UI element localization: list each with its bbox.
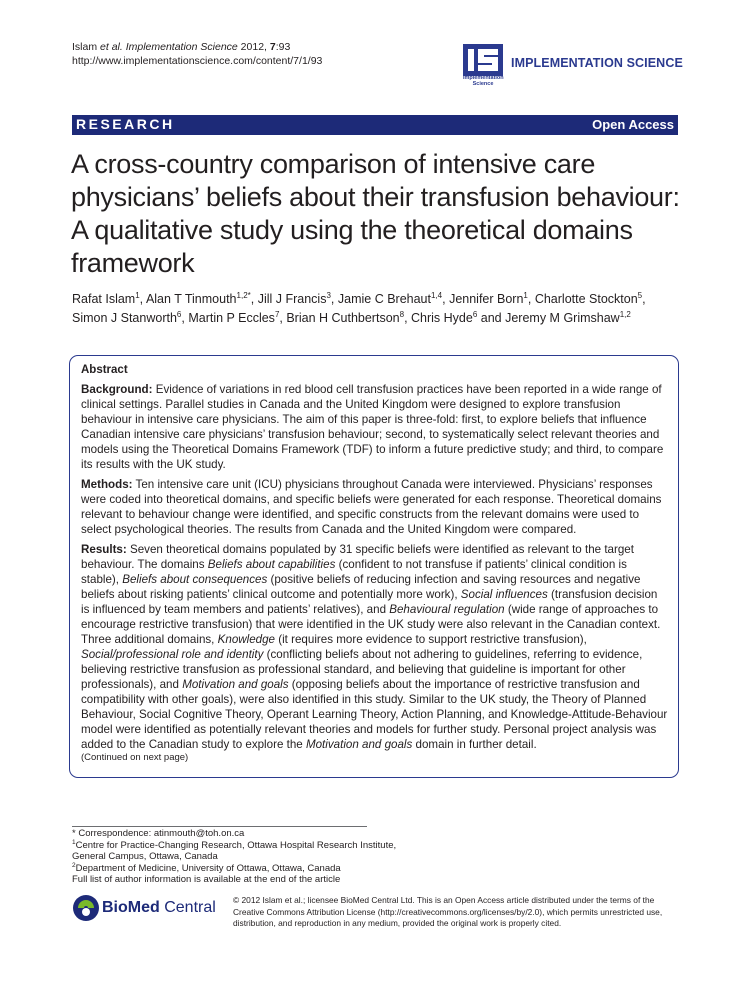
abstract-results	[81, 542, 668, 752]
author-separator: ,	[527, 292, 535, 306]
correspondence-email[interactable]: atinmouth@toh.on.ca	[153, 828, 245, 839]
journal-logo-small-1: Implementation	[463, 75, 504, 81]
section-banner	[72, 115, 678, 135]
author-name: Jennifer Born	[449, 292, 524, 306]
methods-label: Methods:	[81, 478, 133, 491]
biomed-central-logo	[72, 893, 216, 923]
journal-logo-name: IMPLEMENTATION SCIENCE	[511, 56, 683, 70]
abstract-methods	[81, 477, 668, 537]
affiliation-2	[72, 863, 396, 875]
author	[535, 292, 642, 306]
citation-year: 2012,	[237, 41, 270, 53]
author-separator: ,	[404, 311, 412, 325]
author-name: Jill J Francis	[257, 292, 327, 306]
results-text: (transfusion decision is influenced by team members and patients’ relatives), and	[81, 588, 658, 616]
domain-term: Motivation and goals	[305, 738, 413, 751]
author	[505, 311, 631, 325]
author	[449, 292, 528, 306]
citation-journal: Implementation Science	[125, 41, 238, 53]
journal-logo-small-2: Science	[472, 81, 494, 87]
bmc-bio: BioMed	[102, 899, 160, 916]
bmc-central: Central	[159, 899, 216, 916]
author	[258, 292, 331, 306]
affiliation-1	[72, 840, 396, 852]
author-separator: ,	[139, 292, 146, 306]
article-title: A cross-country comparison of intensive care physicians’ beliefs about their transfusion behaviour: A qualitative study using the theoretical domains framework	[71, 149, 680, 278]
biomed-central-wordmark	[102, 899, 216, 917]
author-affiliation: 3	[326, 290, 331, 300]
journal-logo-icon	[463, 44, 503, 76]
author-separator: ,	[279, 311, 287, 325]
copyright-notice: © 2012 Islam et al.; licensee BioMed Central Ltd. This is an Open Access article distributed under the terms of the Creative Commons Attribution License (http://creativecommons.org/licenses/by/2.0), which permits unrestricted use, distribution, and reproduction in any medium, provided the original work is properly cited.	[233, 895, 663, 928]
author-affiliation: 1,2	[619, 309, 631, 319]
footnote-divider	[72, 826, 367, 827]
abstract-background	[81, 382, 668, 472]
citation-volume: 7	[269, 41, 276, 53]
author-name: Chris Hyde	[411, 311, 473, 325]
affiliation-text: Centre for Practice-Changing Research, Ottawa Hospital Research Institute,	[75, 839, 397, 851]
domain-term: Knowledge	[217, 633, 276, 646]
results-text: Seven theoretical domains populated by 31 specific beliefs were identified as relevant to the target behaviour. The domains	[81, 543, 634, 571]
citation-etal: et al.	[100, 41, 123, 53]
domain-term: Beliefs about consequences	[122, 573, 268, 586]
journal-logo-small-text	[463, 75, 503, 87]
author-list	[72, 290, 682, 328]
author-affiliation: 8	[399, 309, 405, 319]
biomed-central-icon	[72, 894, 100, 922]
correspondence-label: * Correspondence:	[72, 828, 154, 839]
background-text: Evidence of variations in red blood cell transfusion practices have been reported in a wide range of clinical settings. Parallel studies in Canada and the United Kingdom were designed to explore transfusion behaviour in intensive care physicians. The aim of this paper is three-fold: first, to explore beliefs that influence Canadian intensive care physicians’ transfusion behaviour; second, to systematically select relevant theories and models using the Theoretical Domains Framework (TDF) to inform a future predictive study; and third, to compare its results with the UK study.	[81, 383, 664, 471]
author-separator: ,	[442, 292, 450, 306]
abstract-heading: Abstract	[81, 364, 128, 376]
affiliation-1-cont: General Campus, Ottawa, Canada	[72, 851, 218, 862]
results-text: (wide range of approaches to encourage restrictive transfusion) that were identified in the UK study were also relevant in the Canadian context. Three additional domains,	[81, 603, 661, 646]
author-affiliation: 6	[472, 309, 478, 319]
full-list-note: Full list of author information is available at the end of the article	[72, 874, 341, 885]
abstract-box	[69, 355, 679, 778]
results-text: (conflicting beliefs about not adhering to guidelines, referring to evidence, believing restrictive transfusion as professional standard, and believing that guideline is important for other professionals), and	[81, 648, 643, 691]
results-label: Results:	[81, 543, 127, 556]
author-name: Simon J Stanworth	[72, 311, 177, 325]
domain-term: Motivation and goals	[182, 678, 289, 691]
results-text: domain in further detail.	[412, 738, 537, 751]
results-text: (it requires more evidence to support restrictive transfusion),	[275, 633, 587, 646]
author-name: Jeremy M Grimshaw	[505, 311, 620, 325]
author-affiliation: 1	[523, 290, 528, 300]
domain-term: Social influences	[460, 588, 548, 601]
citation-block	[72, 40, 322, 68]
correspondence	[72, 828, 396, 840]
open-access-label: Open Access	[592, 117, 674, 132]
affiliation-number: 2	[72, 861, 76, 869]
citation-line	[72, 40, 322, 54]
domain-term: Behavioural regulation	[389, 603, 505, 616]
affiliation-number: 1	[72, 838, 76, 846]
methods-text: Ten intensive care unit (ICU) physicians throughout Canada were interviewed. Physicians’ responses were coded into theoretical domains, and specific beliefs were generated for each response. Theoretical domains relevant to behaviour change were identified, and specific constructs from the relevant domains were used to select psychological theories. The results from Canada and the United Kingdom were compared.	[81, 478, 662, 536]
author-affiliation: 5	[637, 290, 643, 300]
author-separator: ,	[181, 311, 189, 325]
author-name: Rafat Islam	[72, 292, 136, 306]
section-label: RESEARCH	[76, 116, 175, 132]
citation-article: :93	[275, 41, 291, 53]
article-url[interactable]: http://www.implementationscience.com/content/7/1/93	[72, 55, 323, 67]
author	[411, 311, 477, 325]
author-separator: ,	[250, 292, 258, 306]
author	[72, 311, 181, 325]
domain-term: Social/professional role and identity	[81, 648, 264, 661]
continued-note: (Continued on next page)	[81, 752, 189, 763]
background-label: Background:	[81, 383, 153, 396]
affiliation-text: Department of Medicine, University of Ottawa, Ottawa, Canada	[75, 862, 341, 874]
author-affiliation: 1,4	[430, 290, 443, 300]
author-name: Alan T Tinmouth	[145, 292, 237, 306]
author-separator: ,	[642, 292, 646, 306]
author	[188, 311, 279, 325]
results-text: (opposing beliefs about the importance of restrictive transfusion and compatibility with other goals), were also identified in this study. Similar to the UK study, the Theory of Planned Behaviour, Social Cognitive Theory, Operant Learning Theory, Action Planning, and Knowledge-Attitude-Behaviour model were identified as potentially relevant theories and models for further study. Personal project analysis was added to the Canadian study to explore the	[81, 678, 668, 751]
results-text: (confident to not transfuse if patients’ clinical condition is stable),	[81, 558, 627, 586]
author	[146, 292, 251, 306]
author-name: Jamie C Brehaut	[337, 292, 431, 306]
author	[286, 311, 404, 325]
results-text: (positive beliefs of reducing infection and saving resources and negative beliefs about risking patients’ clinical outcome and potentially more work),	[81, 573, 641, 601]
author-name: Charlotte Stockton	[534, 292, 638, 306]
footnotes	[72, 828, 396, 886]
author-name: Martin P Eccles	[188, 311, 275, 325]
author-affiliation: 1	[135, 290, 140, 300]
author	[338, 292, 442, 306]
author	[72, 292, 140, 306]
author-affiliation: 1,2*	[236, 290, 251, 300]
domain-term: Beliefs about capabilities	[207, 558, 336, 571]
author-separator: and	[477, 311, 506, 325]
author-affiliation: 7	[274, 309, 280, 319]
author-separator: ,	[330, 292, 338, 306]
author-name: Brian H Cuthbertson	[286, 311, 400, 325]
journal-logo	[463, 44, 683, 87]
citation-authors: Islam	[72, 41, 101, 53]
author-affiliation: 6	[176, 309, 182, 319]
